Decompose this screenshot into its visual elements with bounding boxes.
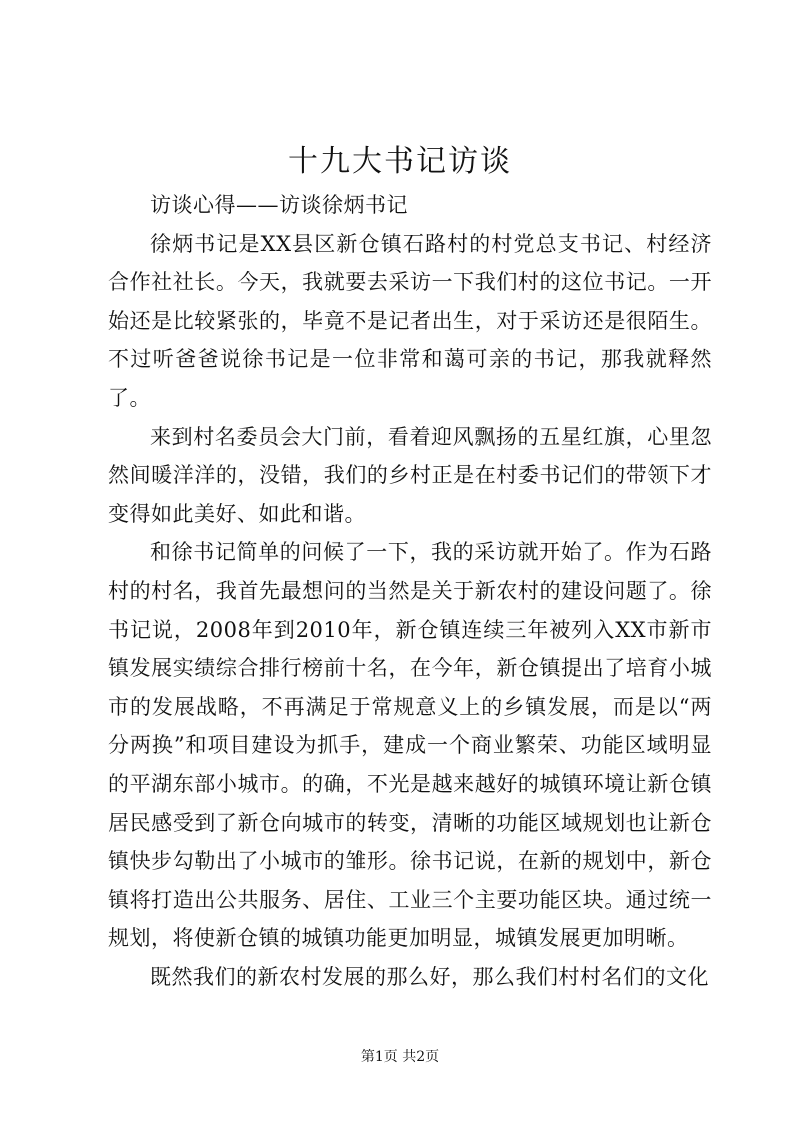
document-title: 十九大书记访谈 [288, 144, 512, 179]
page-footer: 第1页 共2页 [360, 1049, 440, 1065]
paragraph-subtitle: 访谈心得——访谈徐炳书记 [150, 193, 408, 217]
paragraph-interview: 和徐书记简单的问候了一下，我的采访就开始了。作为石路村的村名，我首先最想问的当然是关于新农村的建设问题了。徐书记说，2008年到2010年，新仓镇连续三年被列入XX市新市镇发展实绩综合排行榜前十名，在今年，新仓镇提出了培育小城市的发展战略，不再满足于常规意义上的乡镇发展，而是以“两分两换”和项目建设为抓手，建成一个商业繁荣、功能区域明显的平湖东部小城市。的确，不光是越来越好的城镇环境让新仓镇居民感受到了新仓向城市的转变，清晰的功能区域规划也让新仓镇快步勾勒出了小城市的雏形。徐书记说，在新的规划中，新仓镇将打造出公共服务、居住、工业三个主要功能区块。通过统一规划，将使新仓镇的城镇功能更加明显，城镇发展更加明晰。 [108, 540, 712, 951]
paragraph-culture: 既然我们的新农村发展的那么好，那么我们村村名们的文化 [150, 964, 709, 989]
paragraph-arrival: 来到村名委员会大门前，看着迎风飘扬的五星红旗，心里忽然间暖洋洋的，没错，我们的乡村正是在村委书记们的带领下才变得如此美好、如此和谐。 [108, 424, 712, 526]
paragraph-intro: 徐炳书记是XX县区新仓镇石路村的村党总支书记、村经济合作社社长。今天，我就要去采访一下我们村的这位书记。一开始还是比较紧张的，毕竟不是记者出生，对于采访还是很陌生。不过听爸爸说徐书记是一位非常和蔼可亲的书记，那我就释然了。 [108, 231, 712, 410]
document-body [108, 186, 712, 996]
